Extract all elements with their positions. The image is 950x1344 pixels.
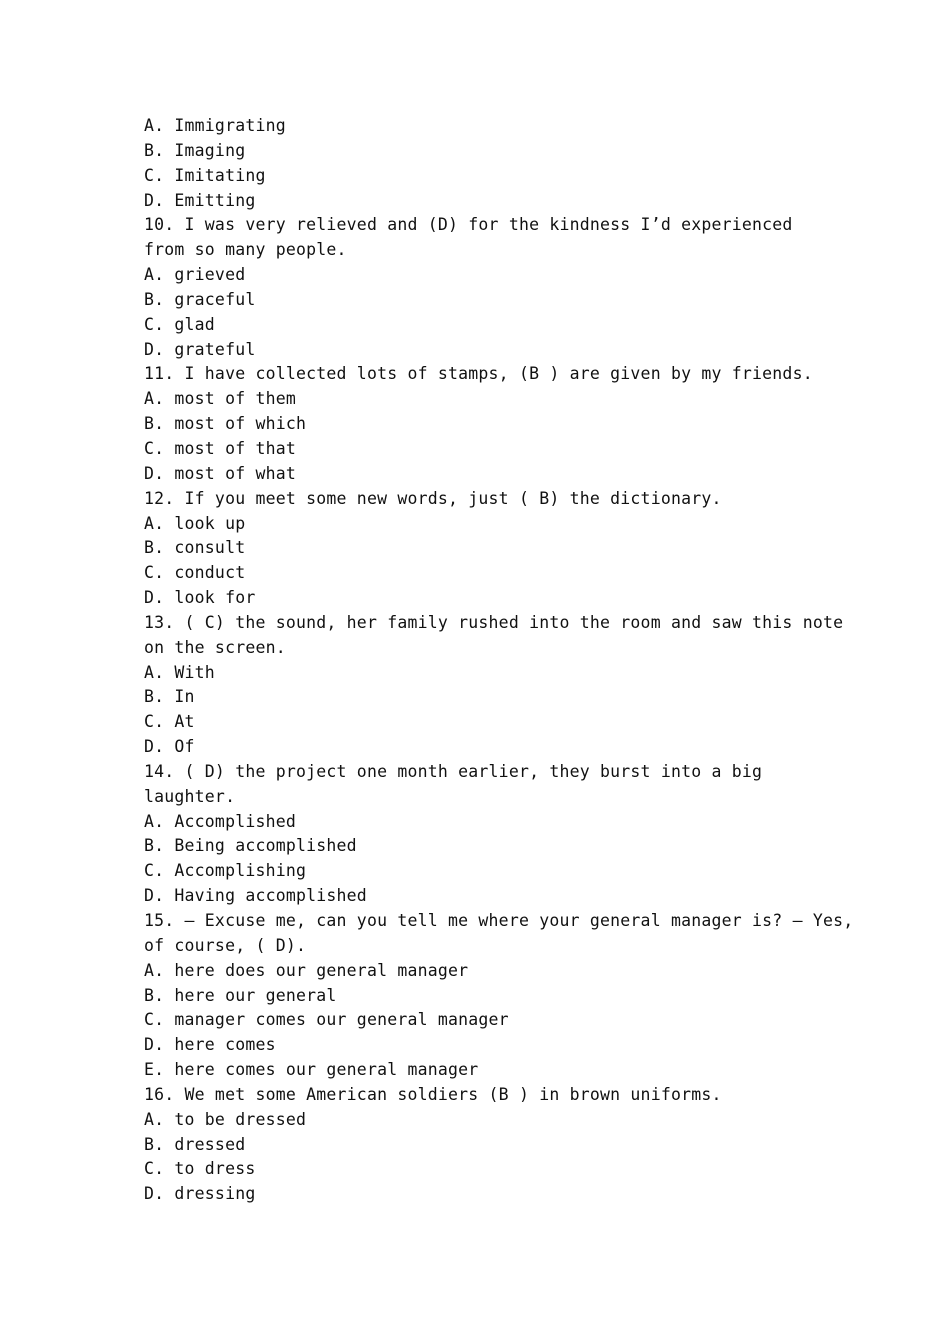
option-line: A. here does our general manager — [144, 960, 469, 980]
option-line: B. here our general — [144, 985, 337, 1005]
option-line: A. Accomplished — [144, 811, 297, 831]
option-line: C. glad — [144, 314, 215, 334]
option-line: C. conduct — [144, 563, 246, 583]
option-line: D. look for — [144, 588, 256, 608]
option-line: B. graceful — [144, 289, 256, 309]
option-line: A. grieved — [144, 265, 246, 285]
option-line: D. here comes — [144, 1035, 276, 1055]
option-line: C. most of that — [144, 438, 297, 458]
option-line: A. most of them — [144, 389, 297, 409]
option-line: D. Emitting — [144, 190, 256, 210]
document-body — [144, 114, 854, 1207]
option-line: C. Accomplishing — [144, 861, 307, 881]
option-line: C. At — [144, 712, 195, 732]
question-11-line: 11. I have collected lots of stamps, (B ) are given by my friends. — [144, 364, 813, 384]
option-line: A. Immigrating — [144, 116, 286, 135]
question-16-line: 16. We met some American soldiers (B ) in brown uniforms. — [144, 1084, 722, 1104]
question-15-line: 15. — Excuse me, can you tell me where your general manager is? — Yes, — [144, 911, 854, 930]
option-line: A. With — [144, 662, 215, 682]
option-line: B. In — [144, 687, 195, 707]
question-14-line: 14. ( D) the project one month earlier, they burst into a big — [144, 761, 763, 781]
question-14-line: laughter. — [144, 786, 236, 806]
question-10-line: 10. I was very relieved and (D) for the kindness I’d experienced — [144, 215, 793, 235]
option-line: B. Being accomplished — [144, 836, 357, 856]
option-line: B. dressed — [144, 1134, 246, 1154]
question-13-line: on the screen. — [144, 637, 286, 657]
option-line: E. here comes our general manager — [144, 1060, 479, 1080]
option-line: B. consult — [144, 538, 246, 558]
option-line: C. manager comes our general manager — [144, 1010, 509, 1030]
option-line: C. Imitating — [144, 165, 266, 185]
option-line: D. dressing — [144, 1184, 256, 1204]
option-line: D. Of — [144, 737, 195, 757]
option-line: B. Imaging — [144, 140, 246, 160]
option-line: A. look up — [144, 513, 246, 533]
question-15-line: of course, ( D). — [144, 935, 307, 955]
question-10-line: from so many people. — [144, 240, 347, 260]
option-line: D. most of what — [144, 463, 297, 483]
option-line: B. most of which — [144, 414, 307, 434]
question-12-line: 12. If you meet some new words, just ( B) the dictionary. — [144, 488, 722, 508]
question-13-line: 13. ( C) the sound, her family rushed into the room and saw this note — [144, 612, 844, 632]
option-line: C. to dress — [144, 1159, 256, 1179]
option-line: A. to be dressed — [144, 1109, 307, 1129]
option-line: D. grateful — [144, 339, 256, 359]
option-line: D. Having accomplished — [144, 886, 367, 906]
